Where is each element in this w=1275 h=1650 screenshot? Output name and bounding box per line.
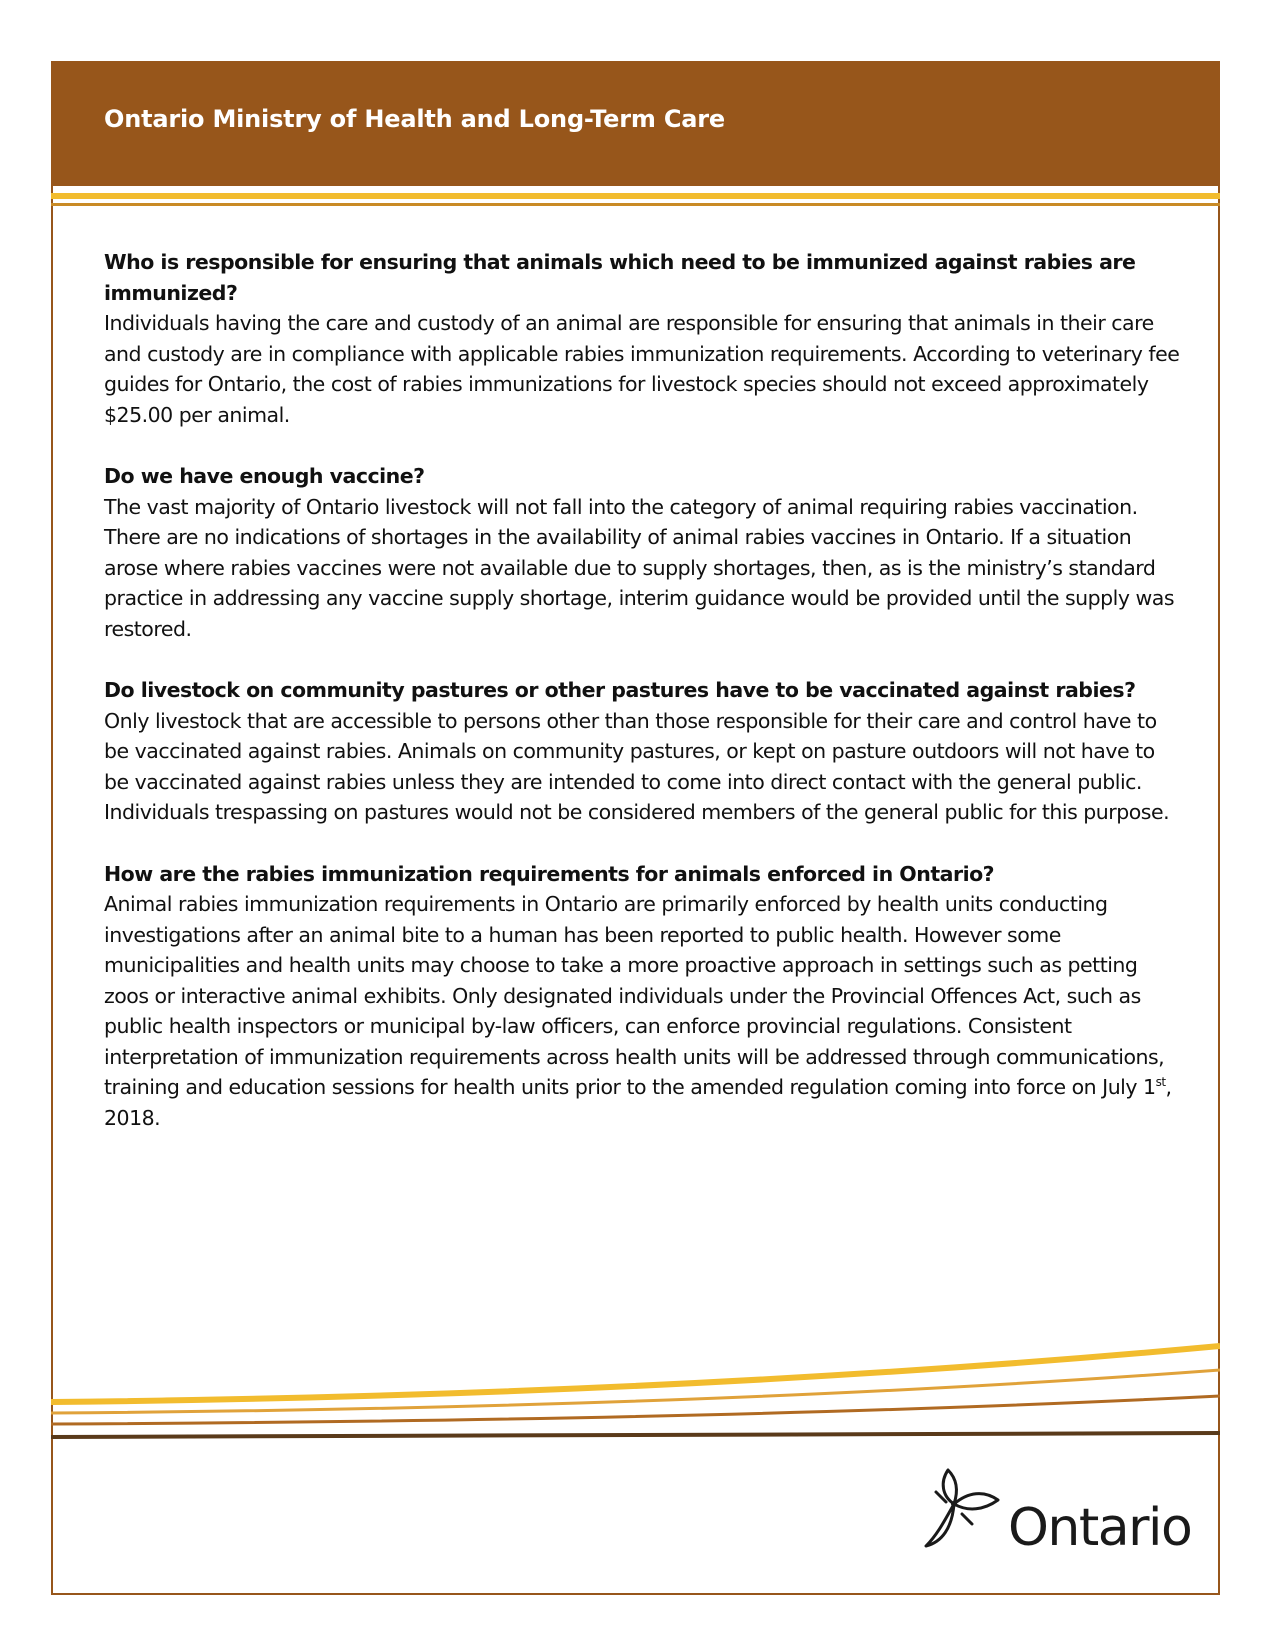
faq-question: Do we have enough vaccine? bbox=[104, 464, 425, 488]
document-body bbox=[104, 247, 1184, 1164]
header-amber-stripe bbox=[51, 203, 1220, 206]
faq-answer: Individuals having the care and custody of an animal are responsible for ensuring that animals in their care and custody are in compliance with applicable rabies immunization requirements. According to veterinary fee guides for Ontario, the cost of rabies immunizations for livestock species should not exceed approximately $25.00 per animal. bbox=[104, 311, 1180, 427]
faq-question: Who is responsible for ensuring that animals which need to be immunized against rabies are immunized? bbox=[104, 250, 1136, 305]
faq-question: Do livestock on community pastures or other pastures have to be vaccinated against rabies? bbox=[104, 678, 1136, 702]
wave-gold-line bbox=[51, 1346, 1220, 1402]
footer-wave-lines bbox=[51, 1340, 1220, 1450]
ontario-wordmark: Ontario bbox=[1008, 1498, 1192, 1558]
ordinal-suffix: st bbox=[1155, 1075, 1166, 1090]
faq-section bbox=[104, 461, 1184, 644]
faq-question: How are the rabies immunization requirements for animals enforced in Ontario? bbox=[104, 861, 995, 886]
wave-amber-line bbox=[51, 1370, 1220, 1413]
faq-answer bbox=[104, 889, 1184, 1133]
faq-section bbox=[104, 675, 1184, 828]
faq-section bbox=[104, 247, 1184, 430]
ministry-title: Ontario Ministry of Health and Long-Term Care bbox=[104, 105, 725, 133]
faq-answer: Only livestock that are accessible to persons other than those responsible for their care and control have to be vaccinated against rabies. Animals on community pastures, or kept on pasture outdoors will not have to be vaccinated against rabies unless they are intended to come into direct contact with the general public. Individuals trespassing on pastures would not be considered members of the general public for this purpose. bbox=[104, 708, 1170, 824]
faq-answer-tail: , 2018. bbox=[104, 1075, 1172, 1130]
faq-section bbox=[104, 859, 1184, 1134]
faq-answer-text: Animal rabies immunization requirements in Ontario are primarily enforced by health units conducting investigations after an animal bite to a human has been reported to public health. However some municipalities and health units may choose to take a more proactive approach in settings such as petting zoos or interactive animal exhibits. Only designated individuals under the Provincial Offences Act, such as public health inspectors or municipal by-law officers, can enforce provincial regulations. Consistent interpretation of immunization requirements across health units will be addressed through communications, training and education sessions for health units prior to the amended regulation coming into force on July 1 bbox=[104, 892, 1165, 1099]
wave-dark-line bbox=[51, 1433, 1220, 1437]
faq-answer: The vast majority of Ontario livestock will not fall into the category of animal requiring rabies vaccination. There are no indications of shortages in the availability of animal rabies vaccines in Ontario. If a situation arose where rabies vaccines were not available due to supply shortages, then, as is the ministry’s standard practice in addressing any vaccine supply shortage, interim guidance would be provided until the supply was restored. bbox=[104, 494, 1175, 641]
header-gold-stripe bbox=[51, 193, 1220, 199]
